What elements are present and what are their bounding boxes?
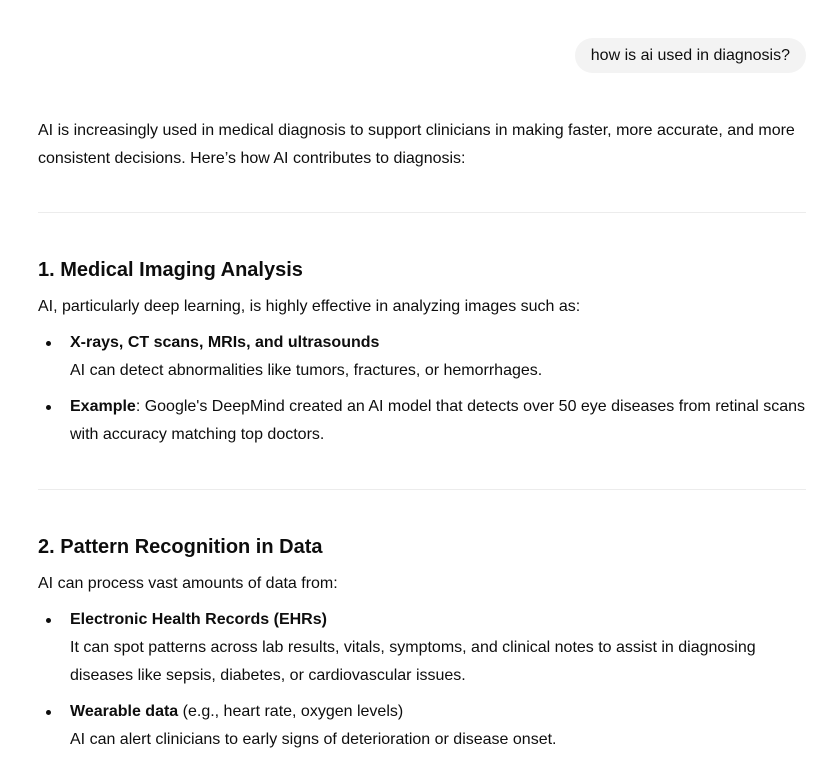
bullet-title: Example [70,398,136,415]
section-divider [38,212,806,213]
bullet-list [38,329,806,457]
bullet-dot-icon [46,341,51,346]
section-lead: AI can process vast amounts of data from: [38,575,338,592]
bullet-dot-icon [46,618,51,623]
list-item [38,393,806,449]
bullet-detail: AI can alert clinicians to early signs of deterioration or disease onset. [70,731,557,748]
bullet-dot-icon [46,710,51,715]
list-item [38,606,806,690]
bullet-text: : Google's DeepMind created an AI model that detects over 50 eye diseases from retinal scans with accuracy matching top doctors. [70,398,806,443]
bullet-detail: AI can detect abnormalities like tumors, fractures, or hemorrhages. [70,362,543,379]
section-heading-medical-imaging: 1. Medical Imaging Analysis [38,259,303,281]
bullet-text: (e.g., heart rate, oxygen levels) [178,703,404,720]
list-item [38,698,806,754]
bullet-title: X-rays, CT scans, MRIs, and ultrasounds [70,334,380,351]
section-divider [38,489,806,490]
intro-paragraph: AI is increasingly used in medical diagnosis to support clinicians in making faster, more accurate, and more consistent decisions. Here’s how AI contributes to diagnosis: [38,122,795,167]
section-lead: AI, particularly deep learning, is highly effective in analyzing images such as: [38,298,581,315]
user-message-bubble: how is ai used in diagnosis? [575,38,806,73]
bullet-dot-icon [46,405,51,410]
bullet-list [38,606,806,762]
bullet-title: Wearable data [70,703,179,720]
bullet-detail: It can spot patterns across lab results, vitals, symptoms, and clinical notes to assist in diagnosing diseases like sepsis, diabetes, or cardiovascular issues. [70,639,756,684]
list-item [38,329,806,385]
section-heading-pattern-recognition: 2. Pattern Recognition in Data [38,536,323,558]
bullet-title: Electronic Health Records (EHRs) [70,611,327,628]
